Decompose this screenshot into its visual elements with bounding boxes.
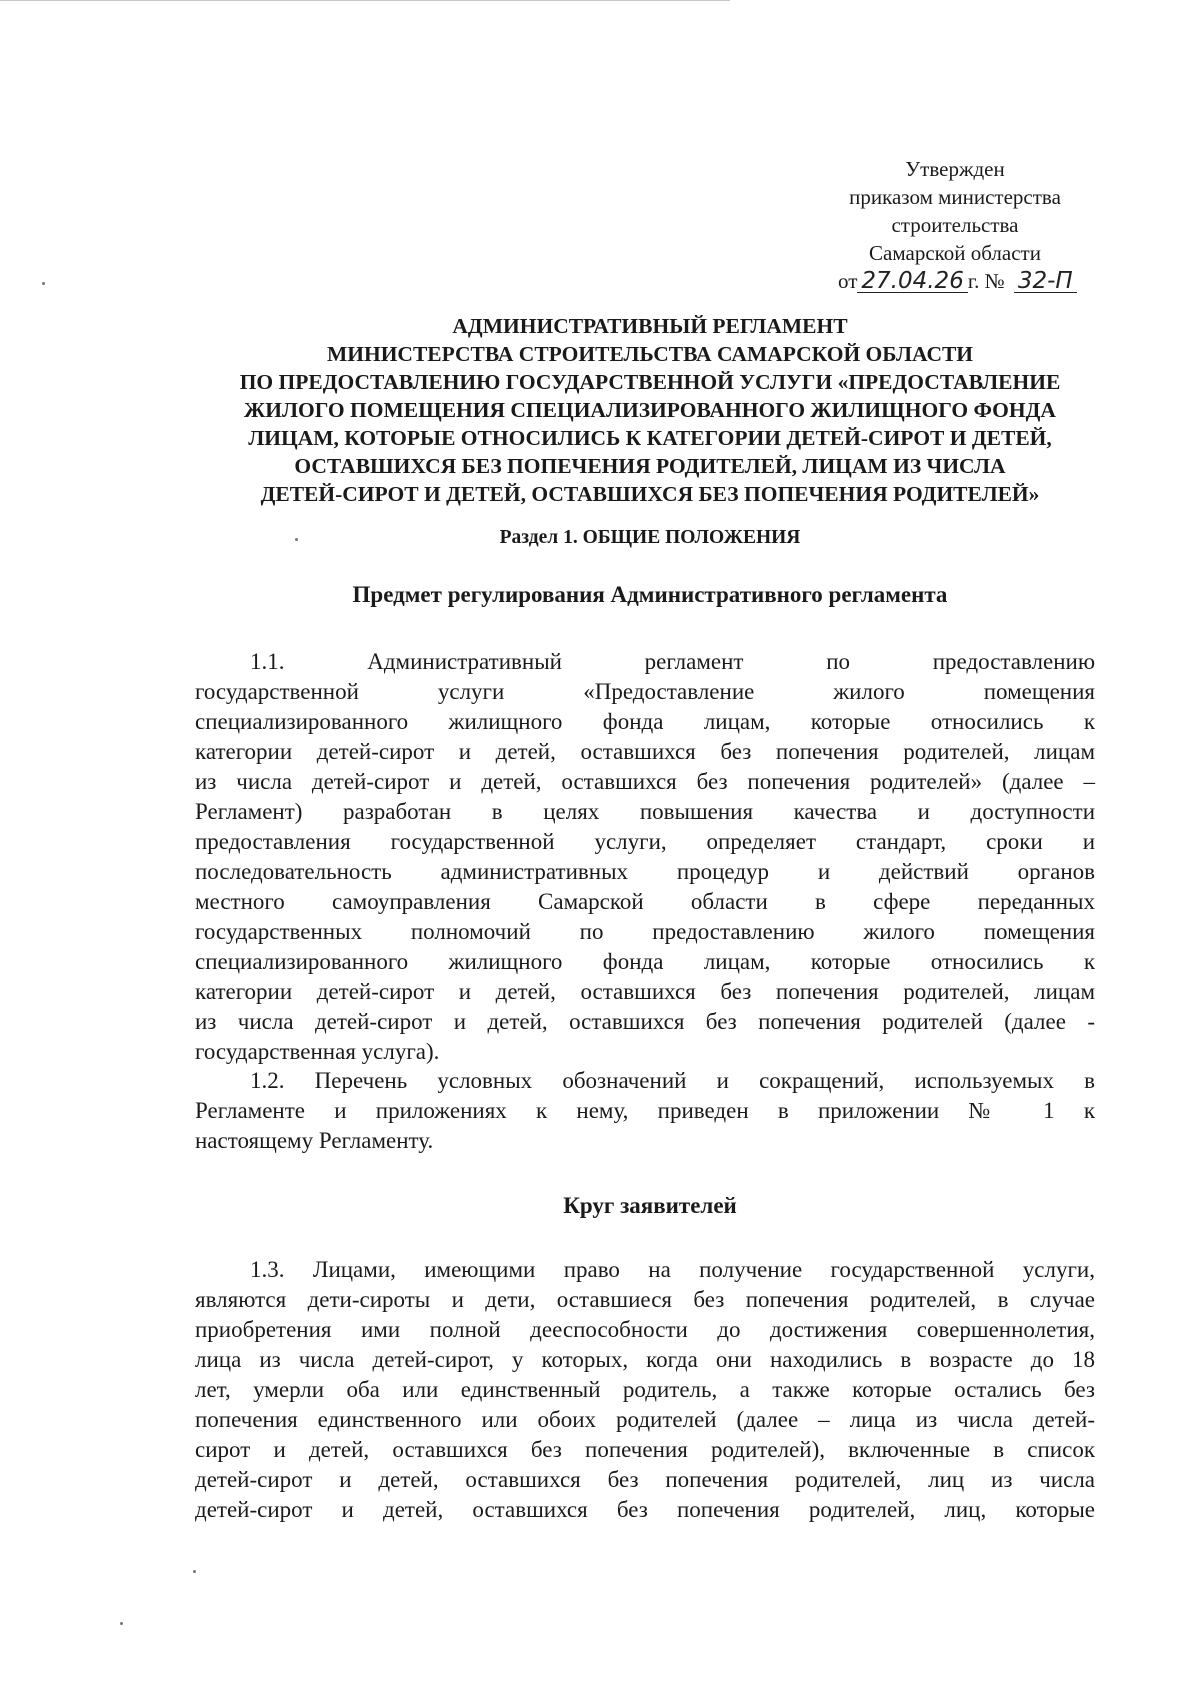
- text-line: попечения единственного или обоих родителей (далее – лица из числа детей-: [195, 1407, 1095, 1432]
- date-prefix: от: [838, 269, 858, 293]
- text-line: категории детей-сирот и детей, оставшихся без попечения родителей, лицам: [195, 739, 1095, 764]
- approval-line: строительства: [891, 213, 1019, 237]
- text-line: 1.1. Административный регламент по предоставлению: [250, 649, 1095, 674]
- scan-edge-line: [0, 0, 730, 1]
- scan-speck: [120, 1622, 123, 1625]
- paragraph-1-2: [195, 1066, 1095, 1156]
- text-line: местного самоуправления Самарской области в сфере переданных: [195, 889, 1095, 914]
- text-line: приобретения ими полной дееспособности до достижения совершеннолетия,: [195, 1317, 1095, 1342]
- approval-line: Самарской области: [869, 241, 1041, 265]
- title-line: АДМИНИСТРАТИВНЫЙ РЕГЛАМЕНТ: [452, 314, 848, 338]
- section-heading: Раздел 1. ОБЩИЕ ПОЛОЖЕНИЯ: [499, 527, 801, 548]
- title-line: ЛИЦАМ, КОТОРЫЕ ОТНОСИЛИСЬ К КАТЕГОРИИ ДЕТЕЙ-СИРОТ И ДЕТЕЙ,: [248, 426, 1052, 450]
- handwritten-date: 27.04.26: [857, 270, 967, 293]
- title-line: ДЕТЕЙ-СИРОТ И ДЕТЕЙ, ОСТАВШИХСЯ БЕЗ ПОПЕЧЕНИЯ РОДИТЕЛЕЙ»: [260, 482, 1040, 506]
- date-suffix: г. №: [967, 269, 1005, 293]
- text-line: 1.3. Лицами, имеющими право на получение государственной услуги,: [250, 1257, 1095, 1282]
- scan-speck: [42, 282, 45, 285]
- applicants-heading: Круг заявителей: [563, 1193, 737, 1218]
- text-line: категории детей-сирот и детей, оставшихся без попечения родителей, лицам: [195, 979, 1095, 1004]
- title-line: МИНИСТЕРСТВА СТРОИТЕЛЬСТВА САМАРСКОЙ ОБЛАСТИ: [326, 342, 974, 366]
- text-line: Регламенте и приложениях к нему, приведен в приложении № 1 к: [195, 1098, 1095, 1123]
- approval-line: Утвержден: [905, 157, 1005, 181]
- text-line: государственных полномочий по предоставлению жилого помещения: [195, 919, 1095, 944]
- text-line: лет, умерли оба или единственный родитель, а также которые остались без: [195, 1377, 1095, 1402]
- text-line: специализированного жилищного фонда лицам, которые относились к: [195, 949, 1095, 974]
- text-line: являются дети-сироты и дети, оставшиеся без попечения родителей, в случае: [195, 1287, 1095, 1312]
- text-line: сирот и детей, оставшихся без попечения родителей), включенные в список: [195, 1437, 1095, 1462]
- text-line: предоставления государственной услуги, определяет стандарт, сроки и: [195, 829, 1095, 854]
- approval-stamp: [830, 155, 1080, 295]
- paragraph-1-1: [195, 647, 1095, 1067]
- text-line: настоящему Регламенту.: [195, 1128, 434, 1153]
- subject-heading: Предмет регулирования Административного регламента: [352, 582, 948, 607]
- text-line: из числа детей-сирот и детей, оставшихся без попечения родителей (далее -: [195, 1009, 1095, 1034]
- text-line: детей-сирот и детей, оставшихся без попечения родителей, лиц, которые: [195, 1497, 1095, 1522]
- text-line: 1.2. Перечень условных обозначений и сокращений, используемых в: [250, 1068, 1095, 1093]
- approval-line: приказом министерства: [849, 185, 1061, 209]
- text-line: государственной услуги «Предоставление жилого помещения: [195, 679, 1095, 704]
- title-line: ЖИЛОГО ПОМЕЩЕНИЯ СПЕЦИАЛИЗИРОВАННОГО ЖИЛИЩНОГО ФОНДА: [244, 398, 1056, 422]
- text-line: детей-сирот и детей, оставшихся без попечения родителей, лиц из числа: [195, 1467, 1095, 1492]
- handwritten-number: 32-П: [1014, 270, 1077, 293]
- text-line: специализированного жилищного фонда лицам, которые относились к: [195, 709, 1095, 734]
- text-line: последовательность административных процедур и действий органов: [195, 859, 1095, 884]
- title-line: ОСТАВШИХСЯ БЕЗ ПОПЕЧЕНИЯ РОДИТЕЛЕЙ, ЛИЦАМ ИЗ ЧИСЛА: [294, 454, 1006, 478]
- scan-speck: [295, 538, 298, 541]
- text-line: Регламент) разработан в целях повышения качества и доступности: [195, 799, 1095, 824]
- scan-speck: [193, 1570, 196, 1573]
- text-line: государственная услуга).: [195, 1039, 440, 1064]
- approval-date-line: [830, 267, 1080, 295]
- text-line: лица из числа детей-сирот, у которых, когда они находились в возрасте до 18: [195, 1347, 1095, 1372]
- paragraph-1-3: [195, 1255, 1095, 1525]
- title-line: ПО ПРЕДОСТАВЛЕНИЮ ГОСУДАРСТВЕННОЙ УСЛУГИ «ПРЕДОСТАВЛЕНИЕ: [239, 370, 1061, 394]
- document-title: [185, 312, 1115, 508]
- text-line: из числа детей-сирот и детей, оставшихся без попечения родителей» (далее –: [195, 769, 1095, 794]
